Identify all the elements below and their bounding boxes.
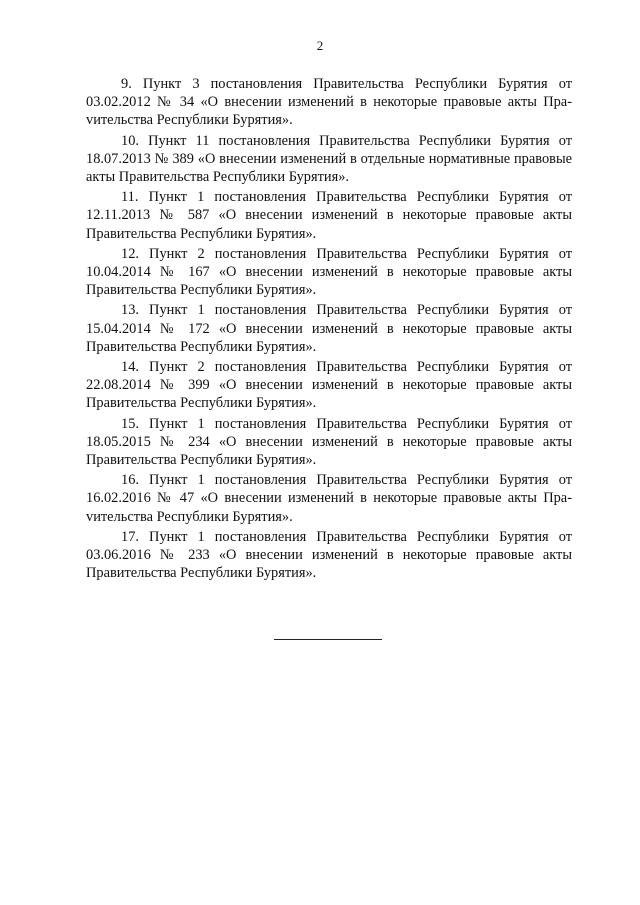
list-item [86,471,572,526]
item-number: 16. [121,472,139,489]
item-number: 17. [121,528,139,545]
item-number: 12. [121,245,139,262]
item-text: Пункт 1 постановления Правительства Республики Бурятия от 16.02.2016 № 47 «О внесении изменений в некоторые правовые акты Праvительства Республики Бурятия». [86,472,572,525]
item-text: Пункт 2 постановления Правительства Республики Бурятия от 10.04.2014 № 167 «О внесении изменений в некоторые правовые акты Правительства Республики Бурятия». [86,245,572,299]
item-text: Пункт 11 постановления Правительства Республики Бурятия от 18.07.2013 № 389 «О внесении изменений в отдельные нормативные правовые акты Правительства Республики Бурятия». [86,132,572,186]
list-item [86,132,572,187]
item-number: 9. [121,76,132,92]
item-text: Пункт 1 постановления Правительства Республики Бурятия от 12.11.2013 № 587 «О внесении изменений в некоторые правовые акты Правительства Республики Бурятия». [86,189,572,242]
item-number: 13. [121,302,139,319]
item-number: 11. [121,189,139,206]
list-item [86,245,572,300]
document-body [86,75,572,584]
list-item [86,188,572,243]
list-item [86,301,572,356]
list-item [86,415,572,470]
item-number: 10. [121,132,139,149]
list-item [86,358,572,413]
item-number: 14. [121,359,139,376]
list-item [86,75,572,130]
page-number: 2 [316,38,324,53]
item-text: Пункт 2 постановления Правительства Республики Бурятия от 22.08.2014 № 399 «О внесении изменений в некоторые правовые акты Правительства Республики Бурятия». [86,359,572,412]
item-text: Пункт 1 постановления Правительства Республики Бурятия от 03.06.2016 № 233 «О внесении изменений в некоторые правовые акты Правительства Республики Бурятия». [86,528,572,582]
end-separator-line [274,639,382,640]
item-number: 15. [121,415,139,432]
item-text: Пункт 1 постановления Правительства Республики Бурятия от 15.04.2014 № 172 «О внесении изменений в некоторые правовые акты Правительства Республики Бурятия». [86,302,572,355]
list-item [86,528,572,583]
item-text: Пункт 3 постановления Правительства Республики Бурятия от 03.02.2012 № 34 «О внесении изменений в некоторые правовые акты Праvительства Республики Бурятия». [86,76,572,129]
item-text: Пункт 1 постановления Правительства Республики Бурятия от 18.05.2015 № 234 «О внесении изменений в некоторые правовые акты Правительства Республики Бурятия». [86,415,572,469]
